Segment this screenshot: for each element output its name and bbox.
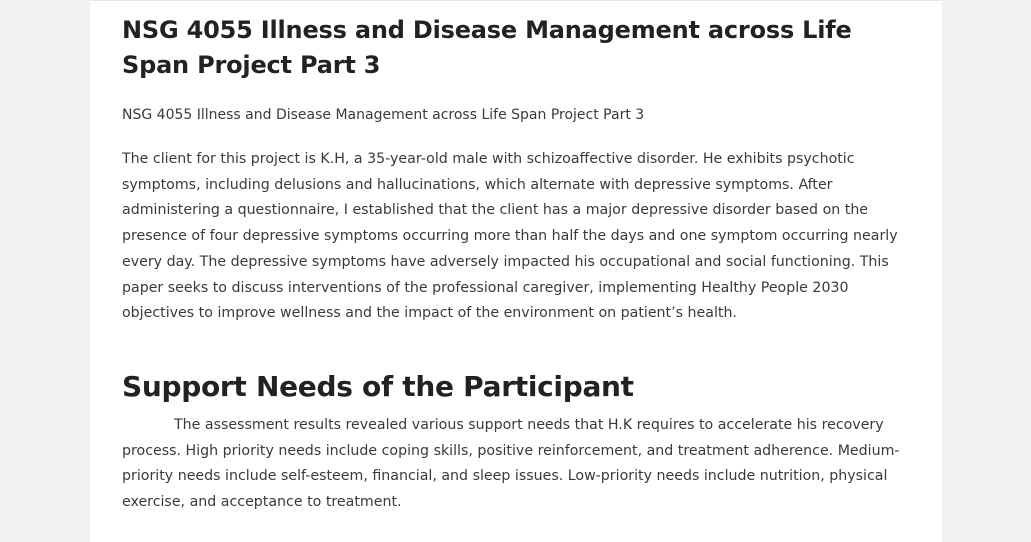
section-heading: Support Needs of the Participant [122,369,634,403]
article-content [122,13,912,516]
article-subtitle: NSG 4055 Illness and Disease Management across Life Span Project Part 3 [122,107,645,123]
intro-paragraph: The client for this project is K.H, a 35-year-old male with schizoaffective disorder. He exhibits psychotic symptoms, including delusions and hallucinations, which alternate with depressive symptoms. After administering a questionnaire, I established that the client has a major depressive disorder based on the presence of four depressive symptoms occurring more than half the days and one symptom occurring nearly every day. The depressive symptoms have adversely impacted his occupational and social functioning. This paper seeks to discuss interventions of the professional caregiver, implementing Healthy People 2030 objectives to improve wellness and the impact of the environment on patient’s health. [122,151,898,322]
page-title: NSG 4055 Illness and Disease Management across Life Span Project Part 3 [122,16,852,79]
section-paragraph: The assessment results revealed various support needs that H.K requires to accelerate his recovery process. High priority needs include coping skills, positive reinforcement, and treatment adherence. Medium-priority needs include self-esteem, financial, and sleep issues. Low-priority needs include nutrition, physical exercise, and acceptance to treatment. [122,416,900,511]
article-page [90,0,942,542]
